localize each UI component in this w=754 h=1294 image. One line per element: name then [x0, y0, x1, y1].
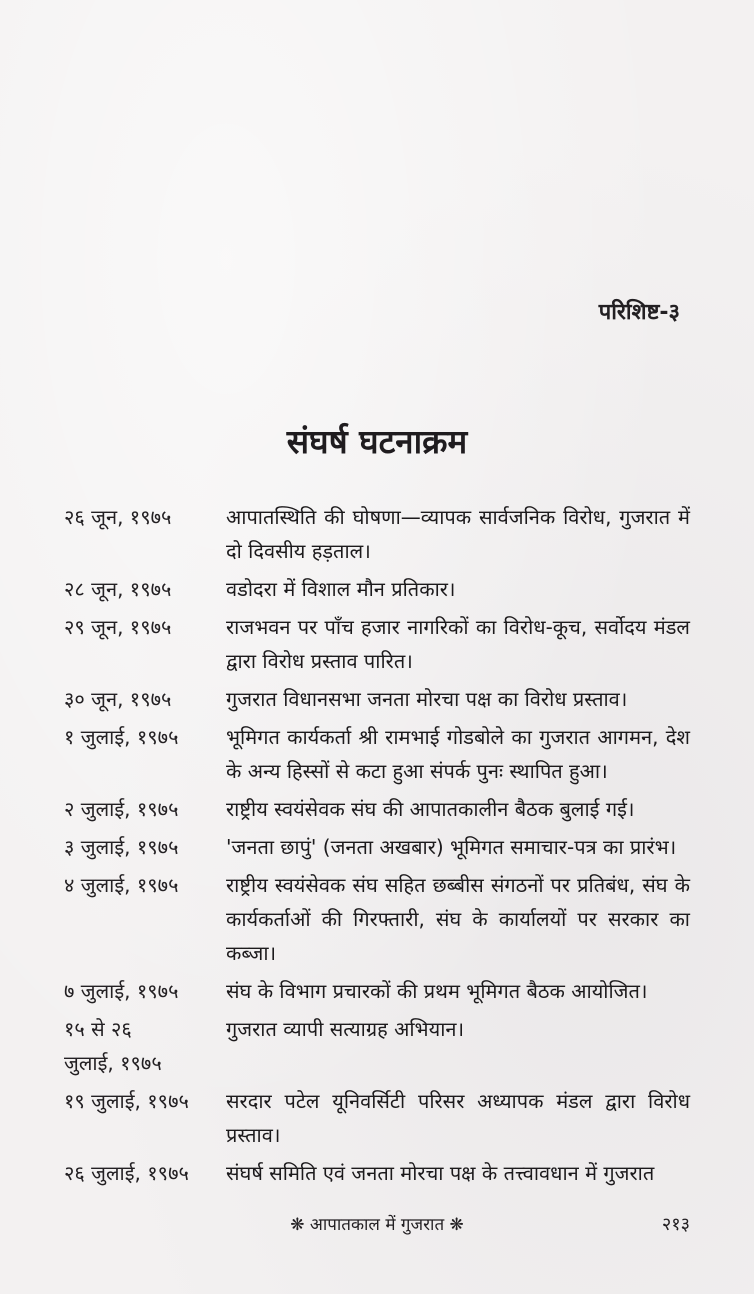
- entry-text: राष्ट्रीय स्वयंसेवक संघ की आपातकालीन बैठक बुलाई गई।: [226, 797, 635, 821]
- entry-date: ७ जुलाई, १९७५: [64, 979, 179, 1003]
- entry-date: १ जुलाई, १९७५: [64, 725, 179, 749]
- chronology-entry: [64, 792, 690, 826]
- entry-text: भूमिगत कार्यकर्ता श्री रामभाई गोडबोले का गुजरात आगमन, देश के अन्य हिस्सों से कटा हुआ संपर्क पुनः स्थापित हुआ।: [226, 725, 690, 783]
- entry-text: संघर्ष समिति एवं जनता मोरचा पक्ष के तत्त्वावधान में गुजरात: [226, 1161, 655, 1185]
- entry-date: २६ जून, १९७५: [64, 505, 172, 529]
- chronology-entry: [64, 1156, 690, 1190]
- chronology-entry: [64, 830, 690, 864]
- entry-text: राजभवन पर पाँच हजार नागरिकों का विरोध-कूच, सर्वोदय मंडल द्वारा विरोध प्रस्ताव पारित।: [226, 615, 690, 673]
- entry-date: १५ से २६ जुलाई, १९७५: [64, 1017, 162, 1075]
- footer-book-title: ❋ आपातकाल में गुजरात ❋: [290, 1215, 464, 1235]
- page-title: संघर्ष घटनाक्रम: [286, 422, 468, 461]
- chronology-entry: [64, 1084, 690, 1152]
- chronology-entry: [64, 610, 690, 678]
- entry-text: वडोदरा में विशाल मौन प्रतिकार।: [226, 577, 456, 601]
- entry-date: ३ जुलाई, १९७५: [64, 835, 179, 859]
- entry-date: ४ जुलाई, १९७५: [64, 873, 179, 897]
- chronology-entry: [64, 720, 690, 788]
- chronology-list: [64, 500, 690, 1194]
- entry-text: राष्ट्रीय स्वयंसेवक संघ सहित छब्बीस संगठनों पर प्रतिबंध, संघ के कार्यकर्ताओं की गिरफ्तारी, संघ के कार्यालयों पर सरकार का कब्जा।: [226, 873, 690, 965]
- entry-text: गुजरात विधानसभा जनता मोरचा पक्ष का विरोध प्रस्ताव।: [226, 687, 628, 711]
- appendix-label: परिशिष्ट-३: [598, 300, 680, 325]
- entry-date: २६ जुलाई, १९७५: [64, 1161, 189, 1185]
- entry-date: २ जुलाई, १९७५: [64, 797, 179, 821]
- entry-text: 'जनता छापुं' (जनता अखबार) भूमिगत समाचार-पत्र का प्रारंभ।: [226, 835, 677, 859]
- entry-date: २९ जून, १९७५: [64, 615, 172, 639]
- page-number: २१३: [661, 1214, 690, 1235]
- entry-date: ३० जून, १९७५: [64, 687, 172, 711]
- chronology-entry: [64, 974, 690, 1008]
- chronology-entry: [64, 1012, 690, 1080]
- entry-date: १९ जुलाई, १९७५: [64, 1089, 189, 1113]
- chronology-entry: [64, 682, 690, 716]
- entry-date: २८ जून, १९७५: [64, 577, 172, 601]
- entry-text: गुजरात व्यापी सत्याग्रह अभियान।: [226, 1017, 465, 1041]
- chronology-entry: [64, 868, 690, 970]
- entry-text: आपातस्थिति की घोषणा—व्यापक सार्वजनिक विरोध, गुजरात में दो दिवसीय हड़ताल।: [226, 505, 690, 563]
- chronology-entry: [64, 572, 690, 606]
- entry-text: संघ के विभाग प्रचारकों की प्रथम भूमिगत बैठक आयोजित।: [226, 979, 648, 1003]
- chronology-entry: [64, 500, 690, 568]
- entry-text: सरदार पटेल यूनिवर्सिटी परिसर अध्यापक मंडल द्वारा विरोध प्रस्ताव।: [226, 1089, 690, 1147]
